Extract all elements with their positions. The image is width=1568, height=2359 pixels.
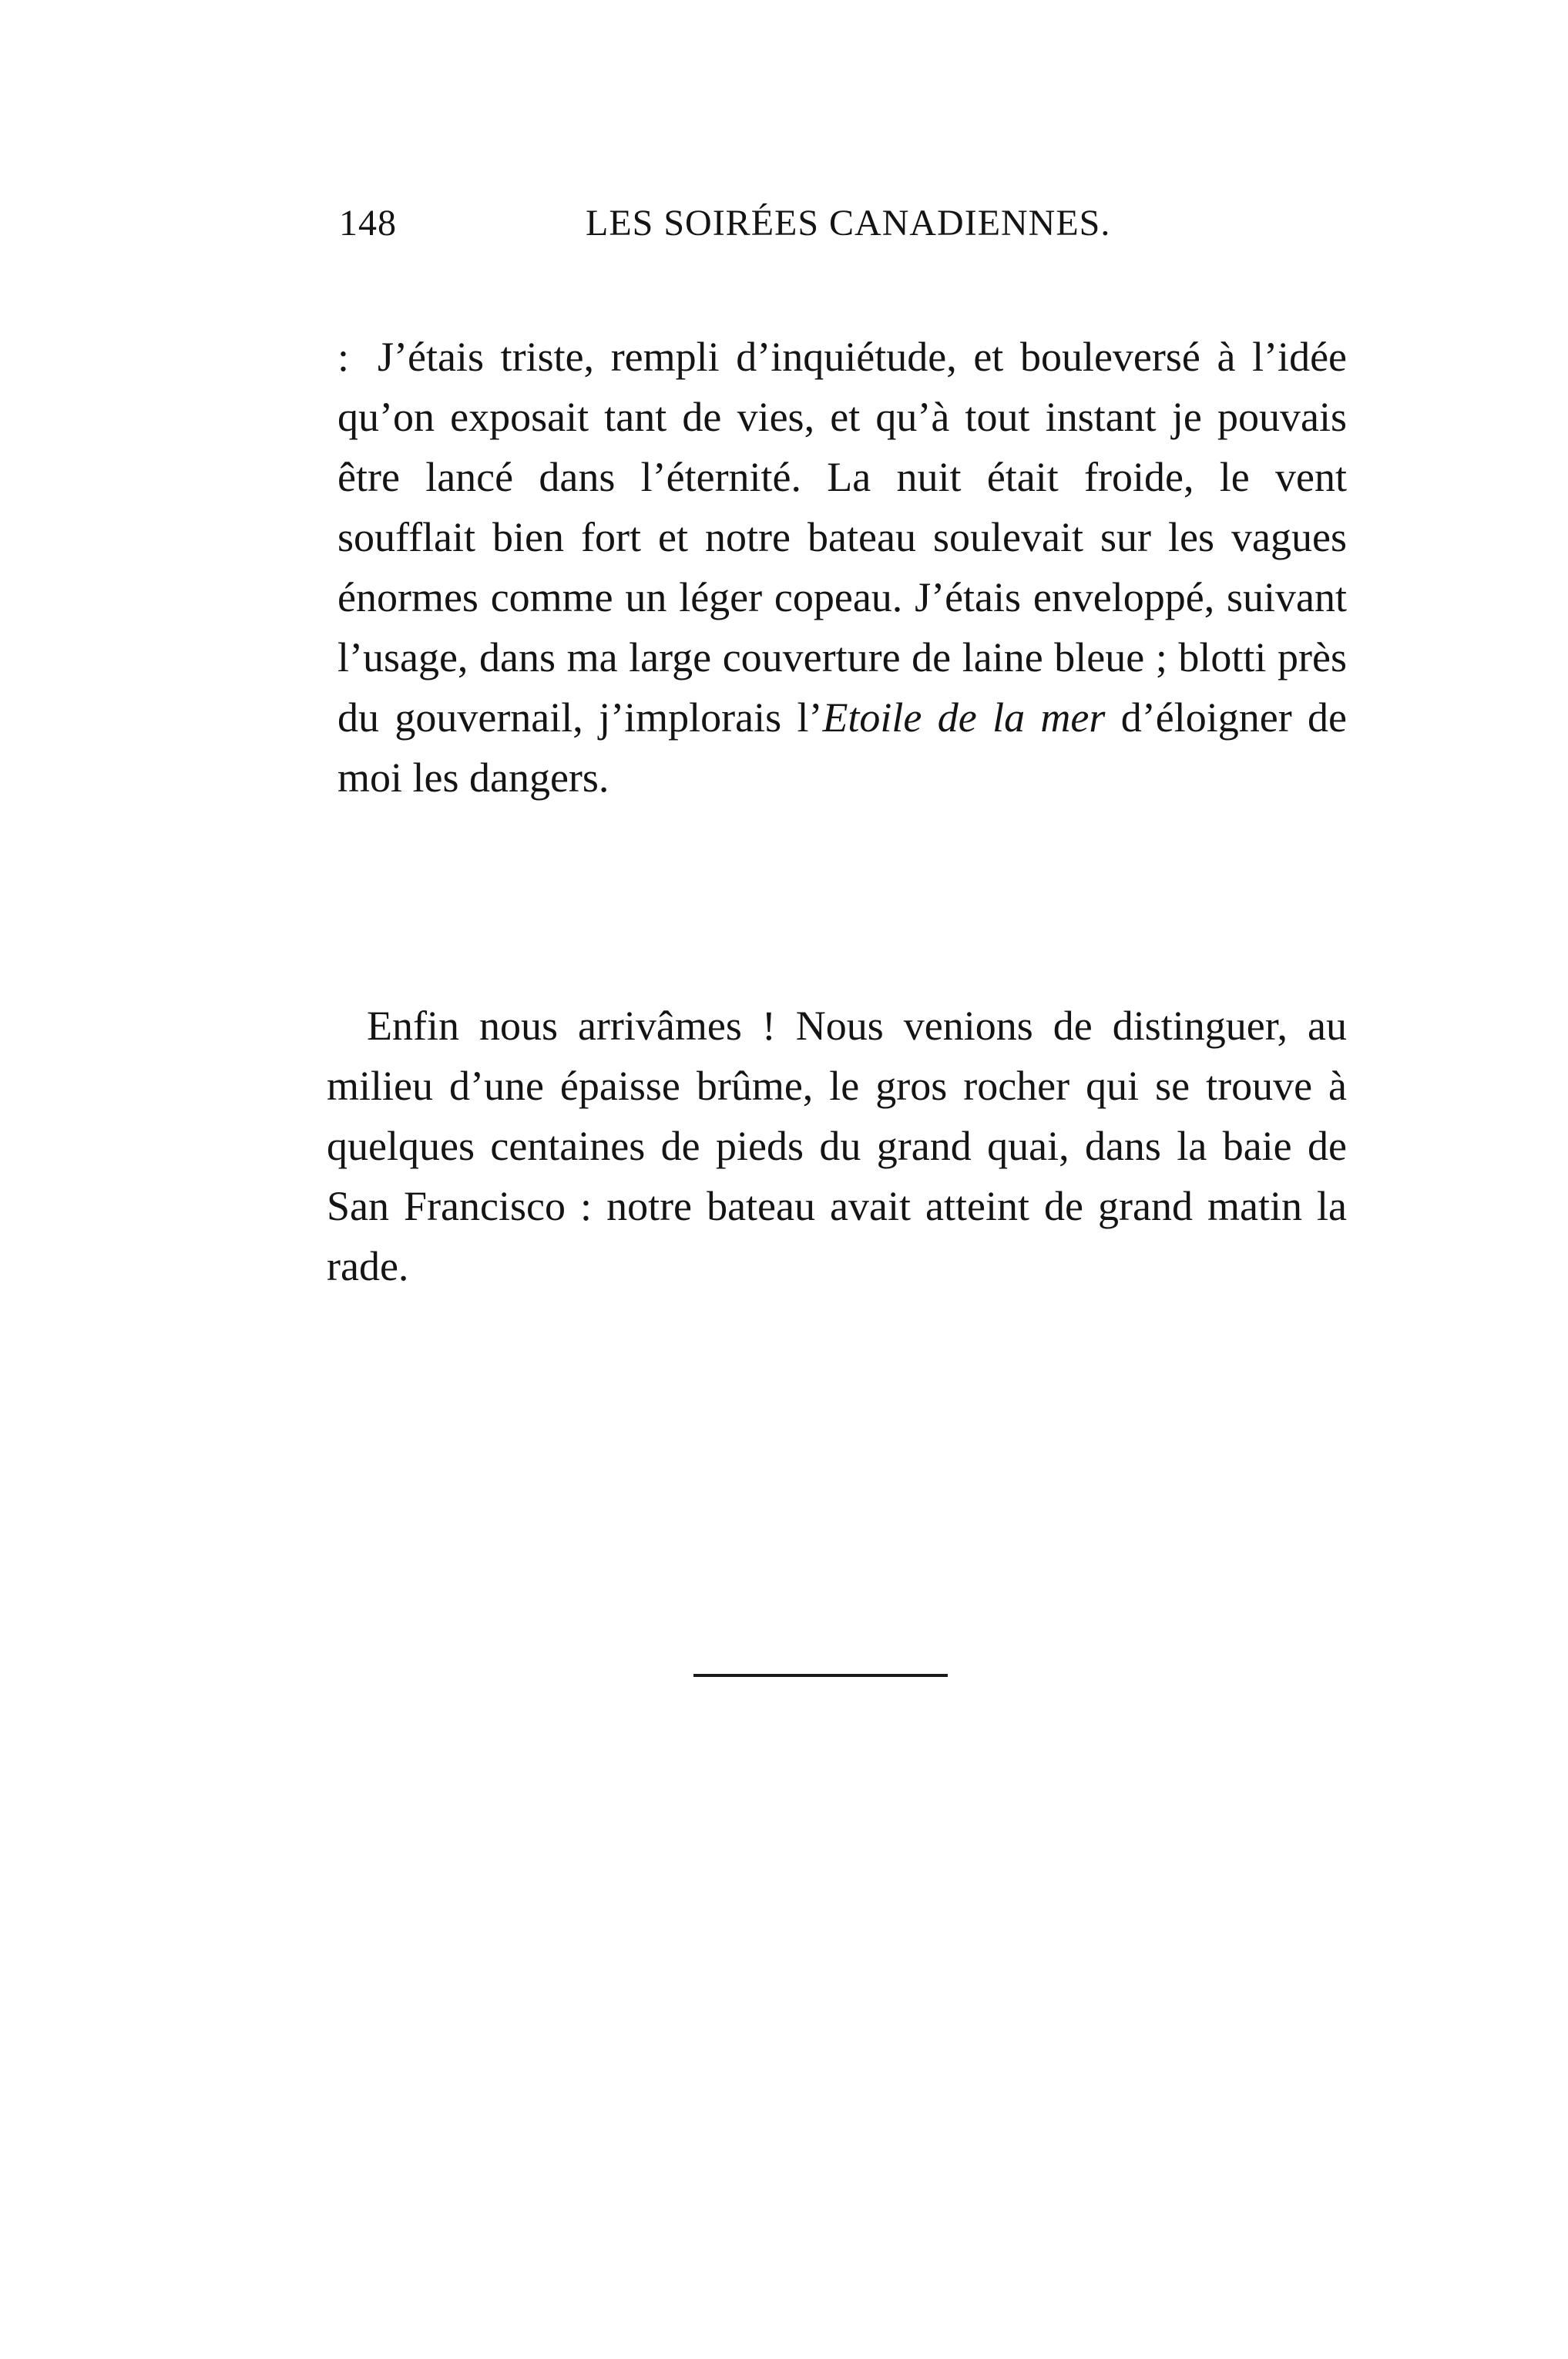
paragraph-2: Enfin nous arrivâmes ! Nous venions de distinguer, au milieu d’une épaisse brûme, le gros rocher qui se trouve à quelques centaines de pieds du grand quai, dans la baie de San Francisco : notre bateau avait atteint de grand matin la rade.: [327, 1003, 1347, 1289]
italic-phrase: Etoile de la mer: [822, 694, 1106, 741]
section-end-rule: [693, 1674, 948, 1677]
running-head: [339, 202, 1117, 256]
running-title: LES SOIRÉES CANADIENNES.: [586, 203, 1111, 244]
page-number: 148: [339, 203, 397, 244]
paragraph-1-text: J’étais triste, rempli d’inquiétude, et bouleversé à l’idée qu’on exposait tant de vies, et qu’à tout instant je pouvais être lancé dans l’éternité. La nuit était froide, le vent soufflait bien fort et notre bateau soulevait sur les vagues énormes comme un léger copeau. J’étais enveloppé, suivant l’usage, dans ma large couverture de laine bleue ; blotti près du gouvernail, j’implorais l’: [337, 334, 1347, 741]
paragraph-1-text-end: d’éloigner de moi les dangers.: [337, 694, 1348, 801]
paragraph-lead-mark: :: [337, 334, 350, 380]
paragraph-1: [337, 327, 1347, 808]
